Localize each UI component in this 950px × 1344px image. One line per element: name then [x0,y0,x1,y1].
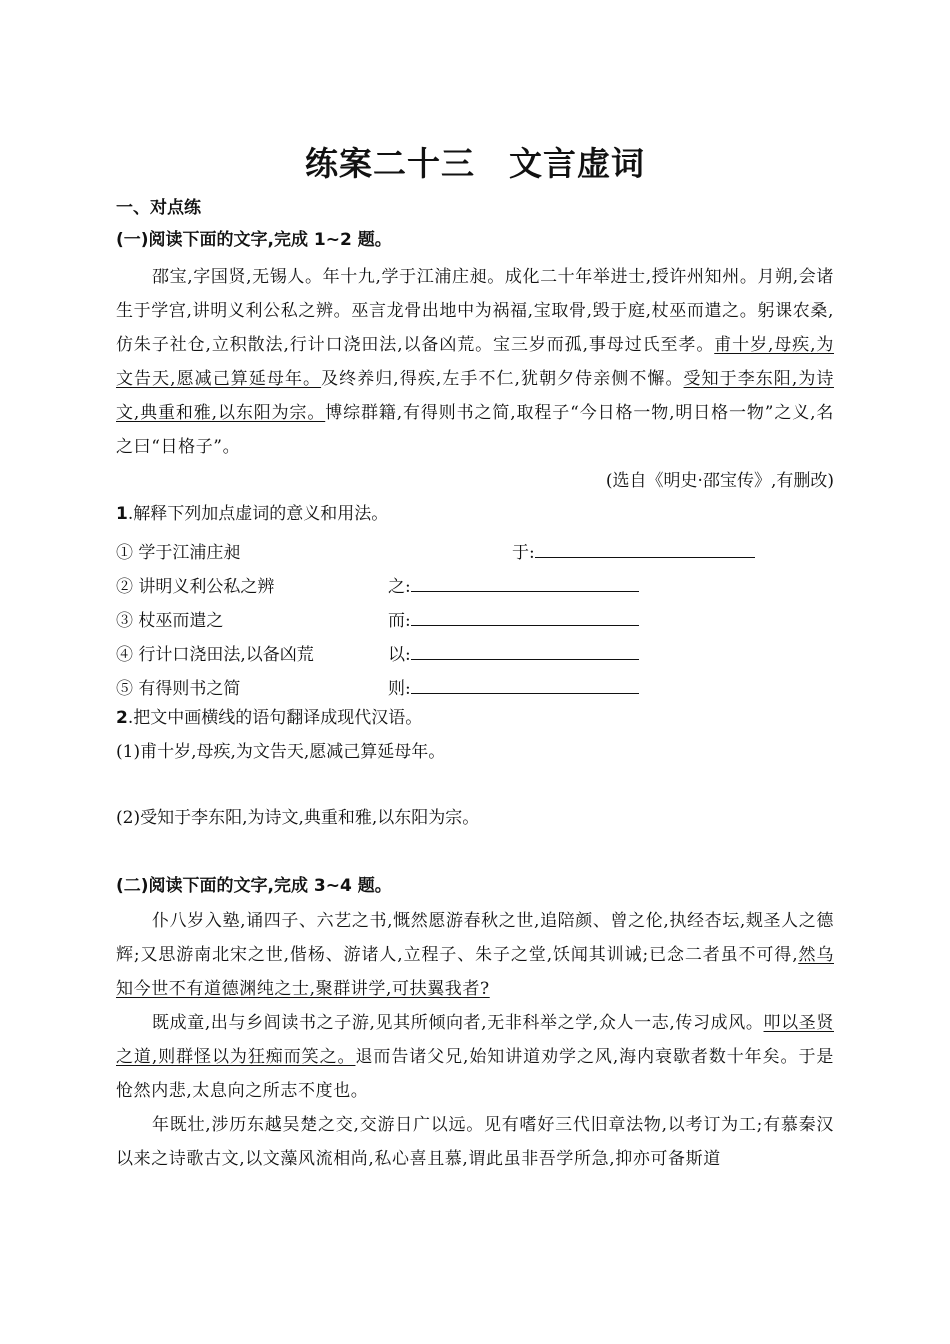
passage1-text [116,260,834,464]
underlined-sentence-2: 受知于李东阳,为诗文,典重和雅,以东阳为宗。 [116,369,834,423]
q1-item-4-blank[interactable] [411,642,639,660]
question-1-number: 1 [116,504,128,524]
passage1-middle: 及终养归,得疾,左手不仁,犹朝夕侍亲侧不懈。 [321,369,684,389]
underlined-sentence-1: 甫十岁,母疾,为文告天,愿减己算延母年。 [116,335,835,389]
question-2 [116,706,422,730]
question-2-number: 2 [116,708,128,728]
q1-item-1-answer [512,538,755,563]
page-title: 练案二十三 文言虚词 [305,144,645,183]
q1-item-4-phrase: ④ 行计口浇田法,以备凶荒 [116,645,314,665]
passage2-paragraph-2 [116,1006,834,1108]
passage2-p1-body: 仆八岁入塾,诵四子、六艺之书,慨然愿游春秋之世,追陪颜、曾之伦,执经杏坛,觌圣人之德辉;又思游南北宋之世,偕杨、游诸人,立程子、朱子之堂,饫闻其训诫;已念二者虽不可得, [116,911,834,965]
passage2-paragraph-3: 年既壮,涉历东越吴楚之交,交游日广以远。见有嗜好三代旧章法物,以考订为工;有慕秦汉以来之诗歌古文,以文藻风流相尚,私心喜且慕,谓此虽非吾学所急,抑亦可备斯道 [116,1115,834,1169]
question-2-sentence-2: (2)受知于李东阳,为诗文,典重和雅,以东阳为宗。 [116,808,480,828]
q1-item-3-blank[interactable] [411,608,639,626]
question-2-sentence-1: (1)甫十岁,母疾,为文告天,愿减己算延母年。 [116,742,446,762]
question-2-text: .把文中画横线的语句翻译成现代汉语。 [127,708,423,728]
q1-item-1-phrase: ① 学于江浦庄昶 [116,543,241,563]
q1-item-5-phrase: ⑤ 有得则书之简 [116,679,241,699]
passage2-p2-end: 退而告诸父兄,始知讲道劝学之风,海内衰歇者数十年矣。于是怆然内悲,太息向之所志不度也。 [116,1047,835,1101]
q1-item-1-label: 于: [512,543,535,563]
passage2-p2-start: 既成童,出与乡闾读书之子游,见其所倾向者,无非科举之学,众人一志,传习成风。 [152,1013,764,1033]
q1-item-5-label: 则: [388,679,411,699]
q1-item-3-label: 而: [388,611,411,631]
q1-item-2-answer [388,572,639,597]
passage1-source: (选自《明史·邵宝传》,有删改) [605,471,834,491]
q1-item-5-answer [388,674,639,699]
underlined-sentence-3: 然乌知今世不有道德渊纯之士,聚群讲学,可扶翼我者? [116,945,834,999]
question-1-text: .解释下列加点虚词的意义和用法。 [127,504,389,524]
q1-item-2-blank[interactable] [411,574,639,592]
q1-item-1-blank[interactable] [535,540,755,558]
q1-item-5-blank[interactable] [411,676,639,694]
q1-item-3-phrase: ③ 杖巫而遣之 [116,611,224,631]
section-heading: 一、对点练 [116,198,201,218]
passage1-end: 博综群籍,有得则书之简,取程子“今日格一物,明日格一物”之义,名之曰“日格子”。 [116,403,835,457]
q1-item-3-answer [388,606,639,631]
q1-item-4-answer [388,640,639,665]
passage2-heading: (二)阅读下面的文字,完成 3~4 题。 [116,876,392,896]
q1-item-4-label: 以: [388,645,411,665]
q1-item-2-label: 之: [388,577,411,597]
q1-item-2-phrase: ② 讲明义利公私之辨 [116,577,275,597]
underlined-sentence-4: 叩以圣贤之道,则群怪以为狂痴而笑之。 [116,1013,834,1067]
passage1-body: 邵宝,字国贤,无锡人。年十九,学于江浦庄昶。成化二十年举进士,授许州知州。月朔,会诸生于学宫,讲明义利公私之辨。巫言龙骨出地中为祸福,宝取骨,毁于庭,杖巫而遣之。躬课农桑,仿朱子社仓,立积散法,行计口浇田法,以备凶荒。宝三岁而孤,事母过氏至孝。 [116,267,834,355]
passage2-paragraph-1 [116,904,834,1006]
question-1 [116,502,388,526]
passage1-heading: (一)阅读下面的文字,完成 1~2 题。 [116,230,392,250]
